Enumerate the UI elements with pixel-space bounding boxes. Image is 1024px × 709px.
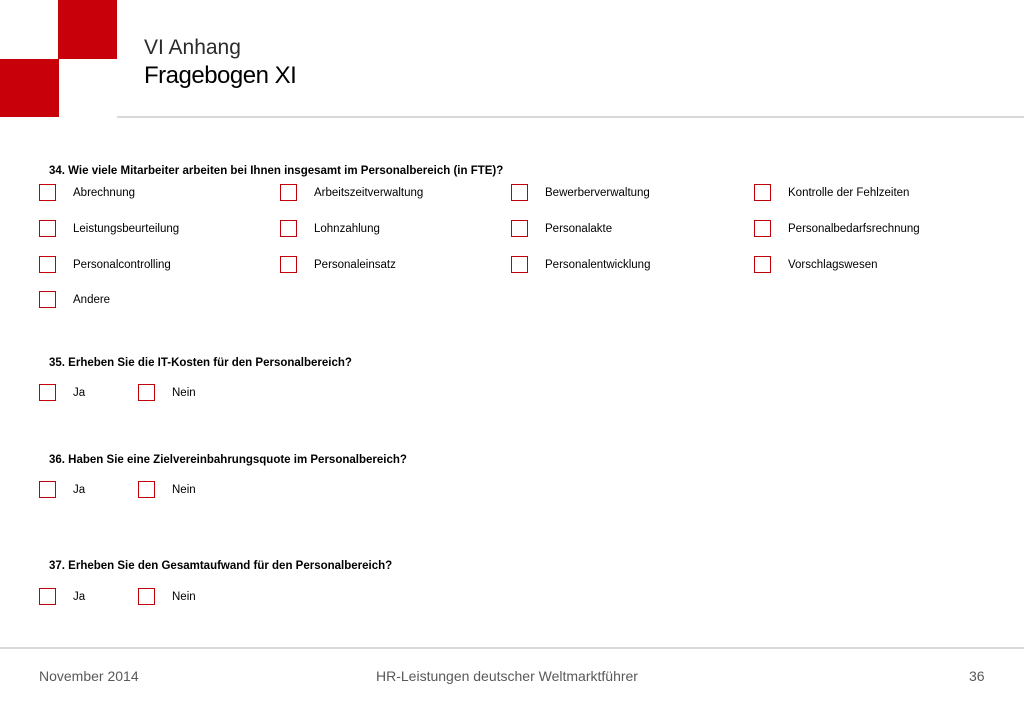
option-label: Ja bbox=[73, 386, 86, 399]
checkbox[interactable] bbox=[754, 220, 771, 237]
option-label: Personalbedarfsrechnung bbox=[788, 222, 920, 235]
option-label: Kontrolle der Fehlzeiten bbox=[788, 186, 910, 199]
checkbox[interactable] bbox=[511, 256, 528, 273]
option-label: Personalentwicklung bbox=[545, 258, 651, 271]
checkbox[interactable] bbox=[511, 184, 528, 201]
option-personalbedarfsrechnung bbox=[754, 220, 920, 237]
option-label: Ja bbox=[73, 590, 86, 603]
option-label: Personalakte bbox=[545, 222, 613, 235]
checkbox[interactable] bbox=[754, 256, 771, 273]
option-label: Vorschlagswesen bbox=[788, 258, 878, 271]
checkbox[interactable] bbox=[138, 481, 155, 498]
option-arbeitszeitverwaltung bbox=[280, 184, 423, 201]
question-37: 37. Erheben Sie den Gesamtaufwand für den Personalbereich? bbox=[49, 560, 393, 572]
checkbox[interactable] bbox=[138, 384, 155, 401]
checkbox[interactable] bbox=[280, 184, 297, 201]
question-36: 36. Haben Sie eine Zielvereinbahrungsquote im Personalbereich? bbox=[49, 454, 407, 466]
option-personalcontrolling bbox=[39, 256, 171, 273]
checkbox[interactable] bbox=[39, 256, 56, 273]
section-title: VI Anhang bbox=[144, 36, 241, 59]
footer-title: HR-Leistungen deutscher Weltmarktführer bbox=[376, 668, 638, 684]
option-q35-ja bbox=[39, 384, 85, 401]
question-34: 34. Wie viele Mitarbeiter arbeiten bei Ihnen insgesamt im Personalbereich (in FTE)? bbox=[49, 165, 504, 177]
checkbox[interactable] bbox=[754, 184, 771, 201]
option-label: Personalcontrolling bbox=[73, 258, 171, 271]
checkbox[interactable] bbox=[39, 481, 56, 498]
option-label: Arbeitszeitverwaltung bbox=[314, 186, 424, 199]
option-label: Ja bbox=[73, 483, 86, 496]
page-number: 36 bbox=[969, 668, 985, 684]
option-label: Nein bbox=[172, 590, 196, 603]
option-label: Leistungsbeurteilung bbox=[73, 222, 180, 235]
decorative-red-square-top bbox=[58, 0, 117, 59]
option-lohnzahlung bbox=[280, 220, 380, 237]
option-label: Andere bbox=[73, 293, 111, 306]
checkbox[interactable] bbox=[39, 184, 56, 201]
checkbox[interactable] bbox=[39, 384, 56, 401]
option-personalentwicklung bbox=[511, 256, 650, 273]
option-q37-nein bbox=[138, 588, 196, 605]
option-kontrolle-der-fehlzeiten bbox=[754, 184, 909, 201]
option-label: Lohnzahlung bbox=[314, 222, 380, 235]
page-title: Fragebogen XI bbox=[144, 62, 297, 89]
option-personaleinsatz bbox=[280, 256, 396, 273]
decorative-red-square-bottom bbox=[0, 59, 59, 117]
option-q37-ja bbox=[39, 588, 85, 605]
option-q36-nein bbox=[138, 481, 196, 498]
option-leistungsbeurteilung bbox=[39, 220, 179, 237]
option-andere bbox=[39, 291, 110, 308]
option-label: Abrechnung bbox=[73, 186, 136, 199]
option-q36-ja bbox=[39, 481, 85, 498]
checkbox[interactable] bbox=[280, 220, 297, 237]
option-label: Nein bbox=[172, 483, 196, 496]
option-vorschlagswesen bbox=[754, 256, 878, 273]
footer-date: November 2014 bbox=[39, 668, 139, 684]
option-label: Bewerberverwaltung bbox=[545, 186, 650, 199]
option-label: Nein bbox=[172, 386, 196, 399]
checkbox[interactable] bbox=[280, 256, 297, 273]
option-bewerberverwaltung bbox=[511, 184, 650, 201]
question-35: 35. Erheben Sie die IT-Kosten für den Personalbereich? bbox=[49, 357, 352, 369]
footer-divider bbox=[0, 647, 1024, 649]
option-abrechnung bbox=[39, 184, 135, 201]
option-label: Personaleinsatz bbox=[314, 258, 396, 271]
option-q35-nein bbox=[138, 384, 196, 401]
option-personalakte bbox=[511, 220, 612, 237]
checkbox[interactable] bbox=[39, 291, 56, 308]
checkbox[interactable] bbox=[511, 220, 528, 237]
checkbox[interactable] bbox=[138, 588, 155, 605]
header-divider bbox=[117, 116, 1024, 118]
checkbox[interactable] bbox=[39, 588, 56, 605]
checkbox[interactable] bbox=[39, 220, 56, 237]
